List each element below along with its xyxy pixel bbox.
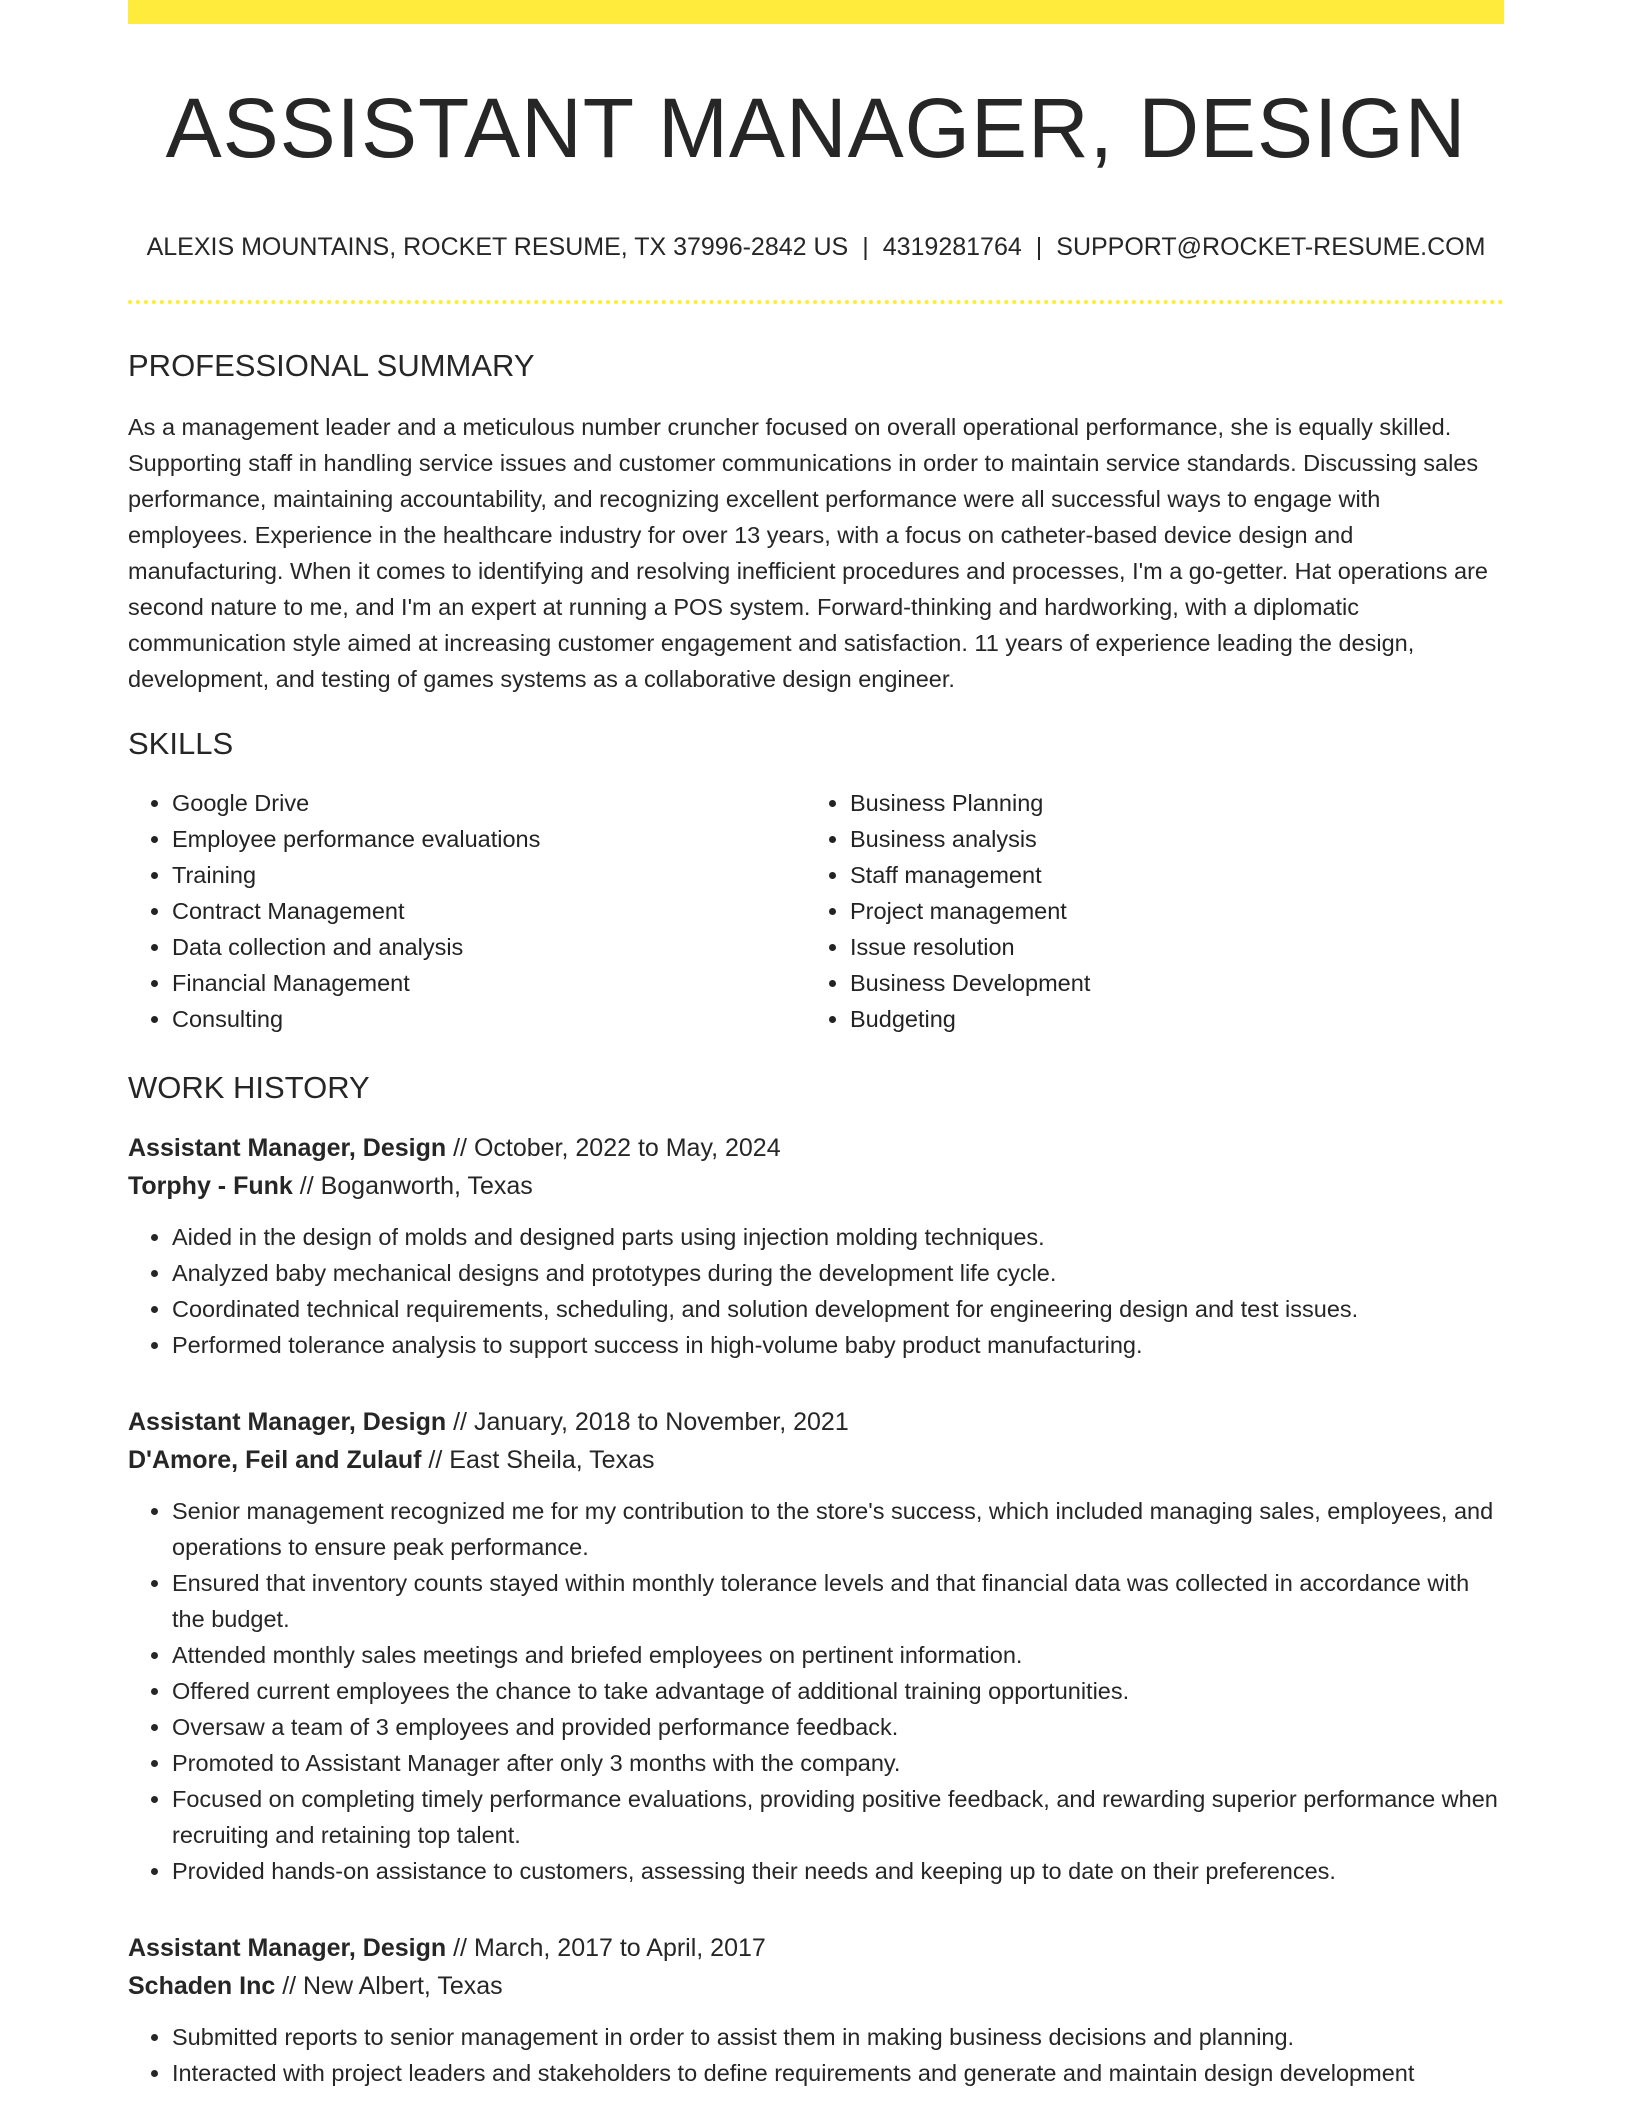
skill-item: • Training [172, 857, 806, 893]
page-title: ASSISTANT MANAGER, DESIGN [165, 81, 1467, 175]
skill-item: • Budgeting [850, 1001, 1484, 1037]
job-title-line [128, 1403, 1504, 1441]
job-bullet: • Attended monthly sales meetings and briefed employees on pertinent information. [172, 1637, 1504, 1673]
contact-line [128, 234, 1504, 262]
skill-item: • Business analysis [850, 821, 1484, 857]
skills-column-right [806, 785, 1484, 1037]
job-entry [128, 1403, 1504, 1889]
job-dates: // January, 2018 to November, 2021 [446, 1407, 849, 1436]
skill-item: • Financial Management [172, 965, 806, 1001]
skill-item: • Google Drive [172, 785, 806, 821]
job-title-line [128, 1929, 1504, 1967]
job-bullet: • Submitted reports to senior management in order to assist them in making business decisions and planning. [172, 2019, 1504, 2055]
job-dates: // October, 2022 to May, 2024 [446, 1133, 781, 1162]
skill-item: • Data collection and analysis [172, 929, 806, 965]
job-bullets [128, 1219, 1504, 1363]
job-bullet: • Focused on completing timely performance evaluations, providing positive feedback, and rewarding superior performance when recruiting and retaining top talent. [172, 1781, 1504, 1853]
job-dates: // March, 2017 to April, 2017 [446, 1933, 766, 1962]
job-company-line [128, 1441, 1504, 1479]
job-bullet: • Provided hands-on assistance to customers, assessing their needs and keeping up to date on their preferences. [172, 1853, 1504, 1889]
job-bullet: • Senior management recognized me for my contribution to the store's success, which included managing sales, employees, and operations to ensure peak performance. [172, 1493, 1504, 1565]
job-company-line [128, 1967, 1504, 2005]
resume-page [128, 0, 1504, 2112]
contact-separator: | [1035, 233, 1043, 261]
job-bullets [128, 2019, 1504, 2091]
job-company: Torphy - Funk [128, 1171, 293, 1200]
summary-heading: PROFESSIONAL SUMMARY [128, 347, 535, 383]
job-title: Assistant Manager, Design [128, 1407, 447, 1436]
job-bullets [128, 1493, 1504, 1889]
job-bullet: • Oversaw a team of 3 employees and provided performance feedback. [172, 1709, 1504, 1745]
job-bullet: • Coordinated technical requirements, scheduling, and solution development for engineering design and test issues. [172, 1291, 1504, 1327]
contact-separator: | [862, 233, 869, 261]
dotted-divider [128, 300, 1504, 304]
job-title-line [128, 1129, 1504, 1167]
job-company-line [128, 1167, 1504, 1205]
job-company: D'Amore, Feil and Zulauf [128, 1445, 422, 1474]
skill-item: • Staff management [850, 857, 1484, 893]
skill-item: • Business Planning [850, 785, 1484, 821]
job-location: // New Albert, Texas [275, 1971, 503, 2000]
skills-heading: SKILLS [128, 725, 234, 761]
job-bullet: • Ensured that inventory counts stayed within monthly tolerance levels and that financial data was collected in accordance with the budget. [172, 1565, 1504, 1637]
skill-item: • Issue resolution [850, 929, 1484, 965]
contact-phone: 4319281764 [882, 233, 1022, 261]
skills-column-left [128, 785, 806, 1037]
contact-email: SUPPORT@ROCKET-RESUME.COM [1056, 233, 1486, 261]
job-entry [128, 1929, 1504, 2091]
job-entry [128, 1129, 1504, 1363]
job-bullet: • Interacted with project leaders and stakeholders to define requirements and generate and maintain design development [172, 2055, 1504, 2091]
job-bullet: • Analyzed baby mechanical designs and prototypes during the development life cycle. [172, 1255, 1504, 1291]
skill-item: • Consulting [172, 1001, 806, 1037]
skill-item: • Contract Management [172, 893, 806, 929]
job-title: Assistant Manager, Design [128, 1933, 447, 1962]
job-title: Assistant Manager, Design [128, 1133, 447, 1162]
work-history-heading: WORK HISTORY [128, 1069, 370, 1105]
job-bullet: • Promoted to Assistant Manager after only 3 months with the company. [172, 1745, 1504, 1781]
job-location: // East Sheila, Texas [421, 1445, 655, 1474]
summary-text: As a management leader and a meticulous number cruncher focused on overall operational performance, she is equally skilled. Supporting staff in handling service issues and customer communications in order to maintain service standards. Discussing sales performance, maintaining accountability, and recognizing excellent performance were all successful ways to engage with employees. Experience in the healthcare industry for over 13 years, with a focus on catheter-based device design and manufacturing. When it comes to identifying and resolving inefficient procedures and processes, I'm a go-getter. Hat operations are second nature to me, and I'm an expert at running a POS system. Forward-thinking and hardworking, with a diplomatic communication style aimed at increasing customer engagement and satisfaction. 11 years of experience leading the design, development, and testing of games systems as a collaborative design engineer. [128, 413, 1488, 692]
skill-item: • Project management [850, 893, 1484, 929]
job-bullet: • Offered current employees the chance to take advantage of additional training opportunities. [172, 1673, 1504, 1709]
skill-item: • Employee performance evaluations [172, 821, 806, 857]
job-bullet: • Performed tolerance analysis to support success in high-volume baby product manufacturing. [172, 1327, 1504, 1363]
job-bullet: • Aided in the design of molds and designed parts using injection molding techniques. [172, 1219, 1504, 1255]
contact-address: ALEXIS MOUNTAINS, ROCKET RESUME, TX 37996-2842 US [146, 233, 849, 261]
skills-list [128, 785, 1504, 1037]
job-company: Schaden Inc [128, 1971, 276, 2000]
job-location: // Boganworth, Texas [292, 1171, 533, 1200]
skill-item: • Business Development [850, 965, 1484, 1001]
accent-bar [128, 0, 1504, 24]
